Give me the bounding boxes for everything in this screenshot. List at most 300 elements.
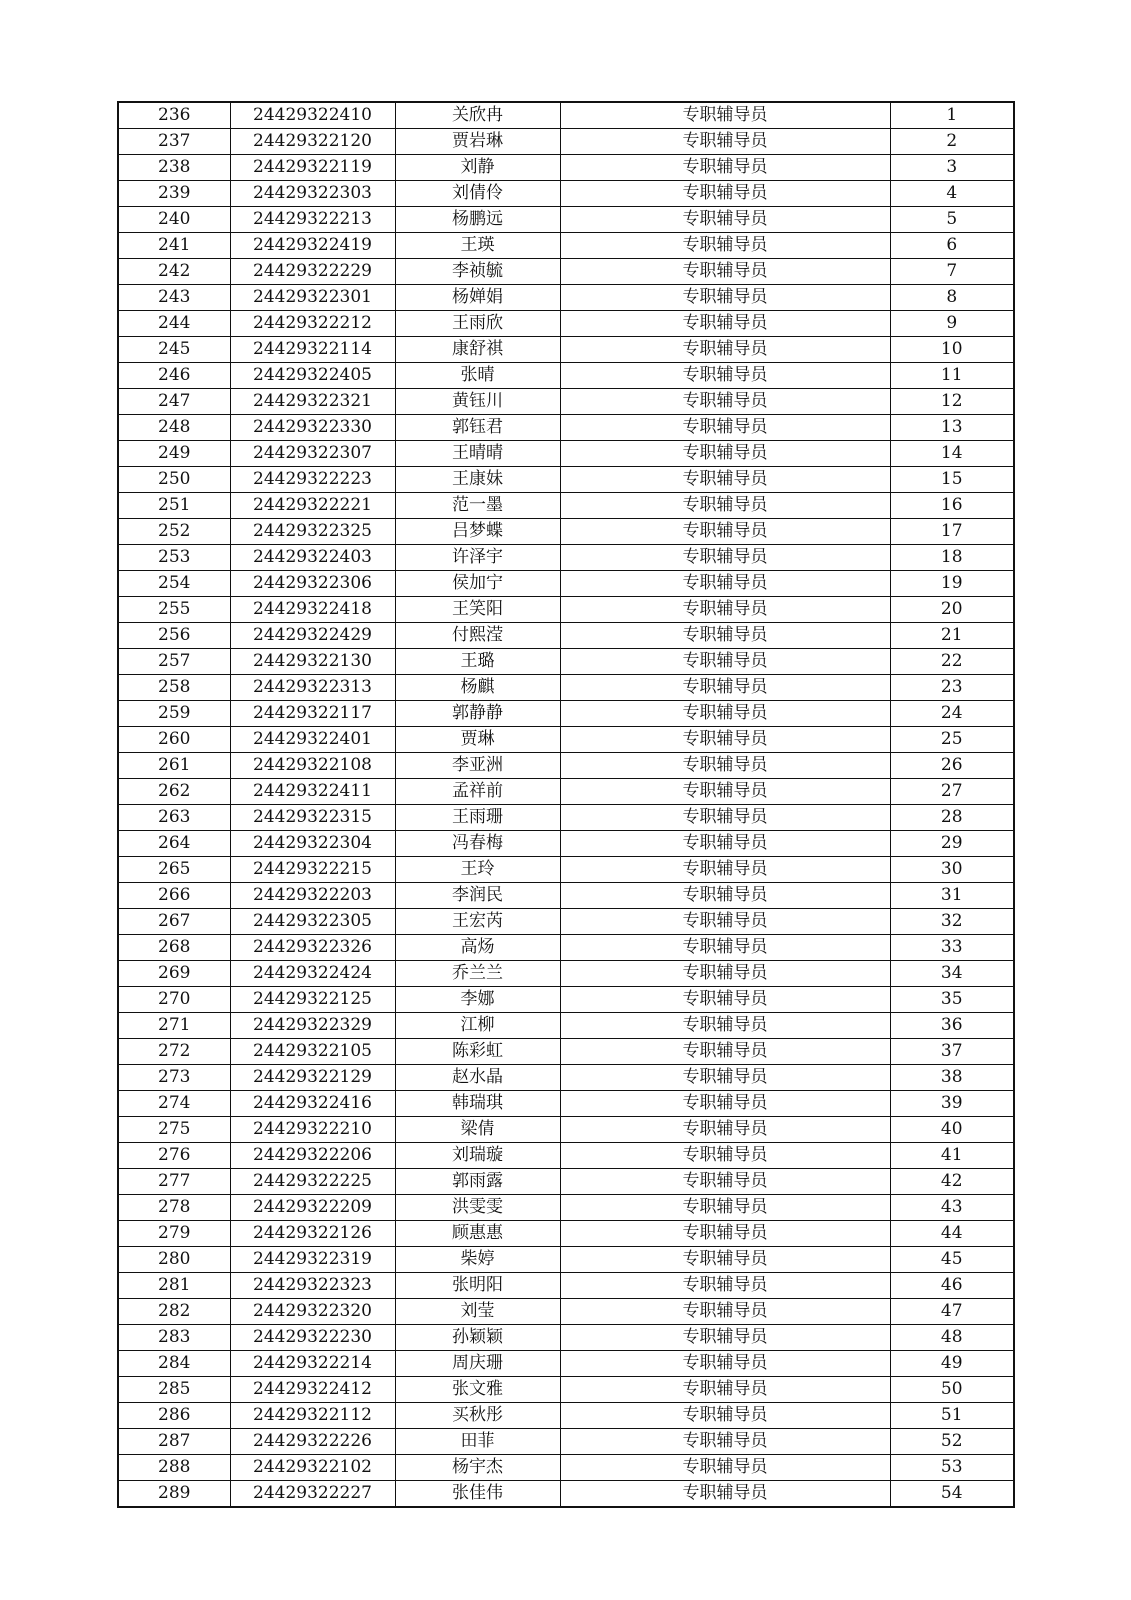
- position-cell: 专职辅导员: [560, 805, 890, 831]
- exam-id-cell: 24429322203: [230, 883, 395, 909]
- name-cell: 李祯毓: [395, 259, 560, 285]
- seq-cell: 260: [118, 727, 230, 753]
- name-cell: 田菲: [395, 1429, 560, 1455]
- seq-cell: 285: [118, 1377, 230, 1403]
- seq-cell: 269: [118, 961, 230, 987]
- exam-id-cell: 24429322120: [230, 129, 395, 155]
- seq-cell: 254: [118, 571, 230, 597]
- name-cell: 王玲: [395, 857, 560, 883]
- name-cell: 许泽宇: [395, 545, 560, 571]
- rank-cell: 7: [890, 259, 1014, 285]
- table-row: [118, 1169, 1014, 1195]
- table-row: [118, 233, 1014, 259]
- roster-table: [117, 101, 1015, 1508]
- position-cell: 专职辅导员: [560, 181, 890, 207]
- exam-id-cell: 24429322214: [230, 1351, 395, 1377]
- exam-id-cell: 24429322410: [230, 102, 395, 129]
- seq-cell: 245: [118, 337, 230, 363]
- name-cell: 杨麒: [395, 675, 560, 701]
- seq-cell: 277: [118, 1169, 230, 1195]
- rank-cell: 37: [890, 1039, 1014, 1065]
- name-cell: 李娜: [395, 987, 560, 1013]
- rank-cell: 17: [890, 519, 1014, 545]
- name-cell: 贾岩琳: [395, 129, 560, 155]
- exam-id-cell: 24429322411: [230, 779, 395, 805]
- table-row: [118, 129, 1014, 155]
- position-cell: 专职辅导员: [560, 1377, 890, 1403]
- exam-id-cell: 24429322112: [230, 1403, 395, 1429]
- exam-id-cell: 24429322424: [230, 961, 395, 987]
- position-cell: 专职辅导员: [560, 701, 890, 727]
- seq-cell: 241: [118, 233, 230, 259]
- table-row: [118, 961, 1014, 987]
- position-cell: 专职辅导员: [560, 935, 890, 961]
- seq-cell: 287: [118, 1429, 230, 1455]
- exam-id-cell: 24429322418: [230, 597, 395, 623]
- seq-cell: 268: [118, 935, 230, 961]
- position-cell: 专职辅导员: [560, 1351, 890, 1377]
- name-cell: 黄钰川: [395, 389, 560, 415]
- position-cell: 专职辅导员: [560, 102, 890, 129]
- exam-id-cell: 24429322225: [230, 1169, 395, 1195]
- position-cell: 专职辅导员: [560, 1013, 890, 1039]
- rank-cell: 16: [890, 493, 1014, 519]
- name-cell: 王雨珊: [395, 805, 560, 831]
- seq-cell: 240: [118, 207, 230, 233]
- rank-cell: 3: [890, 155, 1014, 181]
- table-row: [118, 623, 1014, 649]
- seq-cell: 246: [118, 363, 230, 389]
- seq-cell: 281: [118, 1273, 230, 1299]
- name-cell: 康舒祺: [395, 337, 560, 363]
- position-cell: 专职辅导员: [560, 311, 890, 337]
- rank-cell: 5: [890, 207, 1014, 233]
- seq-cell: 278: [118, 1195, 230, 1221]
- rank-cell: 34: [890, 961, 1014, 987]
- exam-id-cell: 24429322226: [230, 1429, 395, 1455]
- rank-cell: 43: [890, 1195, 1014, 1221]
- name-cell: 孙颖颖: [395, 1325, 560, 1351]
- table-row: [118, 831, 1014, 857]
- name-cell: 陈彩虹: [395, 1039, 560, 1065]
- exam-id-cell: 24429322303: [230, 181, 395, 207]
- name-cell: 王宏芮: [395, 909, 560, 935]
- seq-cell: 242: [118, 259, 230, 285]
- seq-cell: 267: [118, 909, 230, 935]
- table-row: [118, 909, 1014, 935]
- position-cell: 专职辅导员: [560, 415, 890, 441]
- seq-cell: 279: [118, 1221, 230, 1247]
- seq-cell: 266: [118, 883, 230, 909]
- table-row: [118, 545, 1014, 571]
- name-cell: 杨宇杰: [395, 1455, 560, 1481]
- table-row: [118, 1273, 1014, 1299]
- table-row: [118, 467, 1014, 493]
- exam-id-cell: 24429322405: [230, 363, 395, 389]
- table-row: [118, 1247, 1014, 1273]
- name-cell: 梁倩: [395, 1117, 560, 1143]
- table-row: [118, 701, 1014, 727]
- name-cell: 李亚洲: [395, 753, 560, 779]
- rank-cell: 10: [890, 337, 1014, 363]
- rank-cell: 25: [890, 727, 1014, 753]
- roster-sheet: [117, 101, 1013, 1508]
- exam-id-cell: 24429322305: [230, 909, 395, 935]
- seq-cell: 283: [118, 1325, 230, 1351]
- name-cell: 洪雯雯: [395, 1195, 560, 1221]
- seq-cell: 244: [118, 311, 230, 337]
- exam-id-cell: 24429322130: [230, 649, 395, 675]
- seq-cell: 261: [118, 753, 230, 779]
- seq-cell: 263: [118, 805, 230, 831]
- rank-cell: 24: [890, 701, 1014, 727]
- exam-id-cell: 24429322227: [230, 1481, 395, 1508]
- rank-cell: 49: [890, 1351, 1014, 1377]
- rank-cell: 41: [890, 1143, 1014, 1169]
- position-cell: 专职辅导员: [560, 1325, 890, 1351]
- name-cell: 杨婵娟: [395, 285, 560, 311]
- position-cell: 专职辅导员: [560, 727, 890, 753]
- name-cell: 刘静: [395, 155, 560, 181]
- seq-cell: 284: [118, 1351, 230, 1377]
- position-cell: 专职辅导员: [560, 1091, 890, 1117]
- position-cell: 专职辅导员: [560, 1481, 890, 1508]
- rank-cell: 53: [890, 1455, 1014, 1481]
- table-row: [118, 1117, 1014, 1143]
- position-cell: 专职辅导员: [560, 545, 890, 571]
- exam-id-cell: 24429322319: [230, 1247, 395, 1273]
- rank-cell: 27: [890, 779, 1014, 805]
- table-row: [118, 727, 1014, 753]
- table-row: [118, 1039, 1014, 1065]
- table-row: [118, 1091, 1014, 1117]
- exam-id-cell: 24429322117: [230, 701, 395, 727]
- exam-id-cell: 24429322323: [230, 1273, 395, 1299]
- position-cell: 专职辅导员: [560, 909, 890, 935]
- position-cell: 专职辅导员: [560, 155, 890, 181]
- rank-cell: 30: [890, 857, 1014, 883]
- table-row: [118, 441, 1014, 467]
- exam-id-cell: 24429322230: [230, 1325, 395, 1351]
- table-row: [118, 259, 1014, 285]
- position-cell: 专职辅导员: [560, 467, 890, 493]
- seq-cell: 259: [118, 701, 230, 727]
- seq-cell: 255: [118, 597, 230, 623]
- exam-id-cell: 24429322221: [230, 493, 395, 519]
- exam-id-cell: 24429322114: [230, 337, 395, 363]
- table-row: [118, 285, 1014, 311]
- name-cell: 孟祥前: [395, 779, 560, 805]
- position-cell: 专职辅导员: [560, 1039, 890, 1065]
- table-row: [118, 493, 1014, 519]
- position-cell: 专职辅导员: [560, 1143, 890, 1169]
- exam-id-cell: 24429322320: [230, 1299, 395, 1325]
- position-cell: 专职辅导员: [560, 779, 890, 805]
- name-cell: 乔兰兰: [395, 961, 560, 987]
- roster-table-body: [118, 102, 1014, 1507]
- exam-id-cell: 24429322125: [230, 987, 395, 1013]
- seq-cell: 256: [118, 623, 230, 649]
- rank-cell: 1: [890, 102, 1014, 129]
- exam-id-cell: 24429322326: [230, 935, 395, 961]
- name-cell: 刘莹: [395, 1299, 560, 1325]
- position-cell: 专职辅导员: [560, 493, 890, 519]
- name-cell: 张佳伟: [395, 1481, 560, 1508]
- exam-id-cell: 24429322105: [230, 1039, 395, 1065]
- name-cell: 王瑛: [395, 233, 560, 259]
- table-row: [118, 857, 1014, 883]
- rank-cell: 4: [890, 181, 1014, 207]
- position-cell: 专职辅导员: [560, 883, 890, 909]
- table-row: [118, 311, 1014, 337]
- position-cell: 专职辅导员: [560, 987, 890, 1013]
- rank-cell: 9: [890, 311, 1014, 337]
- table-row: [118, 1065, 1014, 1091]
- table-row: [118, 415, 1014, 441]
- exam-id-cell: 24429322229: [230, 259, 395, 285]
- seq-cell: 274: [118, 1091, 230, 1117]
- seq-cell: 239: [118, 181, 230, 207]
- rank-cell: 13: [890, 415, 1014, 441]
- exam-id-cell: 24429322213: [230, 207, 395, 233]
- seq-cell: 257: [118, 649, 230, 675]
- position-cell: 专职辅导员: [560, 259, 890, 285]
- rank-cell: 29: [890, 831, 1014, 857]
- position-cell: 专职辅导员: [560, 597, 890, 623]
- table-row: [118, 155, 1014, 181]
- rank-cell: 40: [890, 1117, 1014, 1143]
- exam-id-cell: 24429322306: [230, 571, 395, 597]
- position-cell: 专职辅导员: [560, 337, 890, 363]
- seq-cell: 248: [118, 415, 230, 441]
- name-cell: 张明阳: [395, 1273, 560, 1299]
- exam-id-cell: 24429322223: [230, 467, 395, 493]
- rank-cell: 6: [890, 233, 1014, 259]
- position-cell: 专职辅导员: [560, 1221, 890, 1247]
- position-cell: 专职辅导员: [560, 1299, 890, 1325]
- rank-cell: 23: [890, 675, 1014, 701]
- table-row: [118, 649, 1014, 675]
- table-row: [118, 571, 1014, 597]
- name-cell: 赵水晶: [395, 1065, 560, 1091]
- rank-cell: 14: [890, 441, 1014, 467]
- name-cell: 王雨欣: [395, 311, 560, 337]
- exam-id-cell: 24429322429: [230, 623, 395, 649]
- seq-cell: 286: [118, 1403, 230, 1429]
- table-row: [118, 181, 1014, 207]
- name-cell: 韩瑞琪: [395, 1091, 560, 1117]
- rank-cell: 15: [890, 467, 1014, 493]
- table-row: [118, 1195, 1014, 1221]
- name-cell: 付熙滢: [395, 623, 560, 649]
- exam-id-cell: 24429322315: [230, 805, 395, 831]
- seq-cell: 253: [118, 545, 230, 571]
- name-cell: 吕梦蝶: [395, 519, 560, 545]
- name-cell: 侯加宁: [395, 571, 560, 597]
- rank-cell: 21: [890, 623, 1014, 649]
- name-cell: 杨鹏远: [395, 207, 560, 233]
- exam-id-cell: 24429322401: [230, 727, 395, 753]
- position-cell: 专职辅导员: [560, 441, 890, 467]
- exam-id-cell: 24429322129: [230, 1065, 395, 1091]
- seq-cell: 249: [118, 441, 230, 467]
- seq-cell: 238: [118, 155, 230, 181]
- seq-cell: 247: [118, 389, 230, 415]
- name-cell: 王康妹: [395, 467, 560, 493]
- table-row: [118, 1299, 1014, 1325]
- seq-cell: 273: [118, 1065, 230, 1091]
- position-cell: 专职辅导员: [560, 1429, 890, 1455]
- exam-id-cell: 24429322412: [230, 1377, 395, 1403]
- seq-cell: 288: [118, 1455, 230, 1481]
- position-cell: 专职辅导员: [560, 675, 890, 701]
- name-cell: 张文雅: [395, 1377, 560, 1403]
- rank-cell: 45: [890, 1247, 1014, 1273]
- exam-id-cell: 24429322206: [230, 1143, 395, 1169]
- table-row: [118, 1351, 1014, 1377]
- rank-cell: 36: [890, 1013, 1014, 1039]
- exam-id-cell: 24429322325: [230, 519, 395, 545]
- name-cell: 王笑阳: [395, 597, 560, 623]
- rank-cell: 26: [890, 753, 1014, 779]
- rank-cell: 48: [890, 1325, 1014, 1351]
- seq-cell: 271: [118, 1013, 230, 1039]
- table-row: [118, 1221, 1014, 1247]
- rank-cell: 54: [890, 1481, 1014, 1508]
- name-cell: 郭静静: [395, 701, 560, 727]
- rank-cell: 52: [890, 1429, 1014, 1455]
- position-cell: 专职辅导员: [560, 1117, 890, 1143]
- position-cell: 专职辅导员: [560, 961, 890, 987]
- position-cell: 专职辅导员: [560, 1169, 890, 1195]
- rank-cell: 19: [890, 571, 1014, 597]
- exam-id-cell: 24429322209: [230, 1195, 395, 1221]
- name-cell: 顾惠惠: [395, 1221, 560, 1247]
- name-cell: 王晴晴: [395, 441, 560, 467]
- table-row: [118, 1013, 1014, 1039]
- position-cell: 专职辅导员: [560, 1065, 890, 1091]
- position-cell: 专职辅导员: [560, 1195, 890, 1221]
- name-cell: 周庆珊: [395, 1351, 560, 1377]
- name-cell: 范一墨: [395, 493, 560, 519]
- name-cell: 冯春梅: [395, 831, 560, 857]
- exam-id-cell: 24429322330: [230, 415, 395, 441]
- position-cell: 专职辅导员: [560, 233, 890, 259]
- exam-id-cell: 24429322210: [230, 1117, 395, 1143]
- exam-id-cell: 24429322419: [230, 233, 395, 259]
- position-cell: 专职辅导员: [560, 753, 890, 779]
- exam-id-cell: 24429322304: [230, 831, 395, 857]
- rank-cell: 42: [890, 1169, 1014, 1195]
- table-row: [118, 1429, 1014, 1455]
- table-row: [118, 1403, 1014, 1429]
- name-cell: 江柳: [395, 1013, 560, 1039]
- rank-cell: 31: [890, 883, 1014, 909]
- rank-cell: 51: [890, 1403, 1014, 1429]
- name-cell: 贾琳: [395, 727, 560, 753]
- rank-cell: 22: [890, 649, 1014, 675]
- table-row: [118, 389, 1014, 415]
- rank-cell: 18: [890, 545, 1014, 571]
- exam-id-cell: 24429322108: [230, 753, 395, 779]
- seq-cell: 282: [118, 1299, 230, 1325]
- exam-id-cell: 24429322119: [230, 155, 395, 181]
- table-row: [118, 987, 1014, 1013]
- exam-id-cell: 24429322329: [230, 1013, 395, 1039]
- name-cell: 郭雨露: [395, 1169, 560, 1195]
- seq-cell: 262: [118, 779, 230, 805]
- table-row: [118, 597, 1014, 623]
- rank-cell: 8: [890, 285, 1014, 311]
- seq-cell: 250: [118, 467, 230, 493]
- rank-cell: 44: [890, 1221, 1014, 1247]
- table-row: [118, 1481, 1014, 1508]
- seq-cell: 236: [118, 102, 230, 129]
- exam-id-cell: 24429322215: [230, 857, 395, 883]
- position-cell: 专职辅导员: [560, 519, 890, 545]
- exam-id-cell: 24429322403: [230, 545, 395, 571]
- rank-cell: 50: [890, 1377, 1014, 1403]
- table-row: [118, 883, 1014, 909]
- rank-cell: 12: [890, 389, 1014, 415]
- rank-cell: 47: [890, 1299, 1014, 1325]
- seq-cell: 275: [118, 1117, 230, 1143]
- table-row: [118, 337, 1014, 363]
- rank-cell: 28: [890, 805, 1014, 831]
- seq-cell: 237: [118, 129, 230, 155]
- position-cell: 专职辅导员: [560, 857, 890, 883]
- table-row: [118, 1143, 1014, 1169]
- table-row: [118, 779, 1014, 805]
- position-cell: 专职辅导员: [560, 831, 890, 857]
- name-cell: 高炀: [395, 935, 560, 961]
- exam-id-cell: 24429322321: [230, 389, 395, 415]
- table-row: [118, 675, 1014, 701]
- rank-cell: 38: [890, 1065, 1014, 1091]
- rank-cell: 39: [890, 1091, 1014, 1117]
- seq-cell: 258: [118, 675, 230, 701]
- name-cell: 王璐: [395, 649, 560, 675]
- position-cell: 专职辅导员: [560, 285, 890, 311]
- exam-id-cell: 24429322301: [230, 285, 395, 311]
- rank-cell: 35: [890, 987, 1014, 1013]
- exam-id-cell: 24429322307: [230, 441, 395, 467]
- exam-id-cell: 24429322313: [230, 675, 395, 701]
- position-cell: 专职辅导员: [560, 207, 890, 233]
- seq-cell: 280: [118, 1247, 230, 1273]
- seq-cell: 276: [118, 1143, 230, 1169]
- name-cell: 张晴: [395, 363, 560, 389]
- table-row: [118, 519, 1014, 545]
- seq-cell: 272: [118, 1039, 230, 1065]
- table-row: [118, 102, 1014, 129]
- name-cell: 买秋彤: [395, 1403, 560, 1429]
- position-cell: 专职辅导员: [560, 129, 890, 155]
- table-row: [118, 1455, 1014, 1481]
- table-row: [118, 1325, 1014, 1351]
- position-cell: 专职辅导员: [560, 1273, 890, 1299]
- rank-cell: 46: [890, 1273, 1014, 1299]
- table-row: [118, 935, 1014, 961]
- seq-cell: 251: [118, 493, 230, 519]
- position-cell: 专职辅导员: [560, 1403, 890, 1429]
- exam-id-cell: 24429322102: [230, 1455, 395, 1481]
- table-row: [118, 1377, 1014, 1403]
- rank-cell: 2: [890, 129, 1014, 155]
- rank-cell: 11: [890, 363, 1014, 389]
- name-cell: 刘倩伶: [395, 181, 560, 207]
- exam-id-cell: 24429322212: [230, 311, 395, 337]
